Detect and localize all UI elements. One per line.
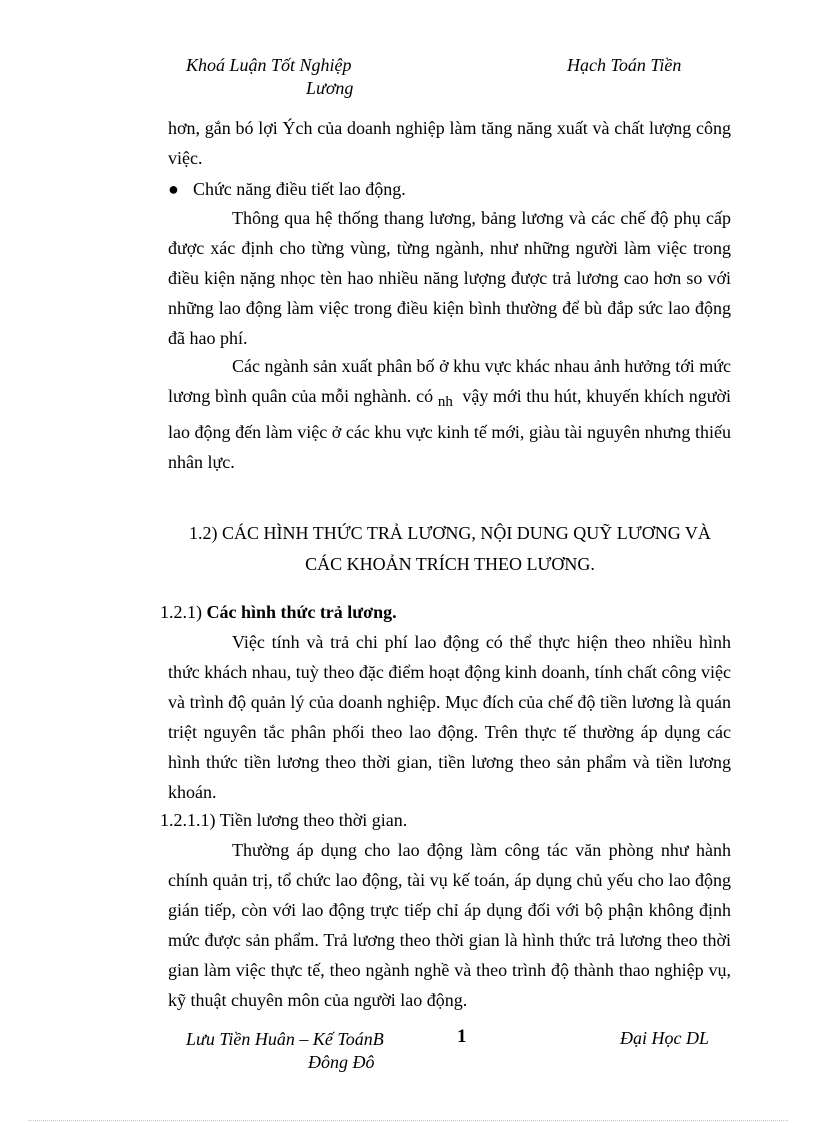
header-thesis-label-cont: Lương — [306, 78, 354, 98]
paragraph-regions-subscript: nh — [437, 394, 453, 410]
header-left — [186, 54, 386, 100]
paragraph-continuation: hơn, gắn bó lợi Ých của doanh nghiệp làm tăng năng xuất và chất lượng công việc. — [168, 118, 731, 168]
footer-school: Đại Học DL — [620, 1028, 709, 1048]
footer-left — [186, 1028, 426, 1074]
section-title — [160, 518, 740, 580]
section-title-line2: CÁC KHOẢN TRÍCH THEO LƯƠNG. — [305, 554, 595, 574]
page-number: 1 — [457, 1026, 467, 1047]
paragraph-regions-part-a: Các ngành sản xuất phân bố ở khu vực khác nhau ảnh hưởng tới mức lương bình quân của mỗi nghành. có — [168, 356, 731, 406]
subsection-1-2-1-heading — [160, 597, 397, 627]
subsection-number: 1.2.1) — [160, 602, 202, 622]
footer-author: Lưu Tiền Huân – Kế ToánB — [186, 1029, 384, 1049]
paragraph-regions — [168, 351, 731, 477]
subsection-1-2-1-1-heading: 1.2.1.1) Tiền lương theo thời gian. — [160, 810, 408, 830]
header-topic-label: Hạch Toán Tiền — [567, 55, 682, 75]
subsection-title: Các hình thức trả lương. — [206, 602, 397, 622]
bullet-text: Chức năng điều tiết lao động. — [193, 179, 406, 199]
bullet-item — [168, 174, 406, 204]
footer-author-cont: Đông Đô — [308, 1052, 375, 1072]
bullet-icon: ● — [168, 179, 179, 199]
paragraph-regions-part-b: vậy mới thu hút, khuyến khích người lao động đến làm việc ở các khu vực kinh tế mới, giàu tài nguyên nhưng thiếu nhân lực. — [168, 386, 731, 472]
section-title-line1: 1.2) CÁC HÌNH THỨC TRẢ LƯƠNG, NỘI DUNG QUỸ LƯƠNG VÀ — [189, 523, 711, 543]
paragraph-forms: Việc tính và trả chi phí lao động có thể thực hiện theo nhiều hình thức khách nhau, tuỳ theo đặc điểm hoạt động kinh doanh, tính chất công việc và trình độ quản lý của doanh nghiệp. Mục đích của chế độ tiền lương là quán triệt nguyên tắc phân phối theo lao động. Trên thực tế thường áp dụng các hình thức tiền lương theo thời gian, tiền lương theo sản phẩm và tiền lương khoán. — [168, 632, 731, 802]
header-thesis-label: Khoá Luận Tốt Nghiệp — [186, 55, 352, 75]
page-bottom-divider — [28, 1120, 788, 1121]
paragraph-wage-scale: Thông qua hệ thống thang lương, bảng lương và các chế độ phụ cấp được xác định cho từng vùng, từng ngành, như những người làm việc trong điều kiện nặng nhọc tèn hao nhiều năng lượng được trả lương cao hơn so với những lao động làm việc trong điều kiện bình thường để bù đắp sức lao động đã hao phí. — [168, 208, 731, 348]
paragraph-time-wage: Thường áp dụng cho lao động làm công tác văn phòng như hành chính quản trị, tổ chức lao động, tài vụ kế toán, áp dụng chủ yếu cho lao động gián tiếp, còn với lao động trực tiếp chỉ áp dụng đối với bộ phận không định mức được sản phẩm. Trả lương theo thời gian là hình thức trả lương theo thời gian làm việc thực tế, theo ngành nghề và theo trình độ thành thao nghiệp vụ, kỹ thuật chuyên môn của người lao động. — [168, 840, 731, 1010]
